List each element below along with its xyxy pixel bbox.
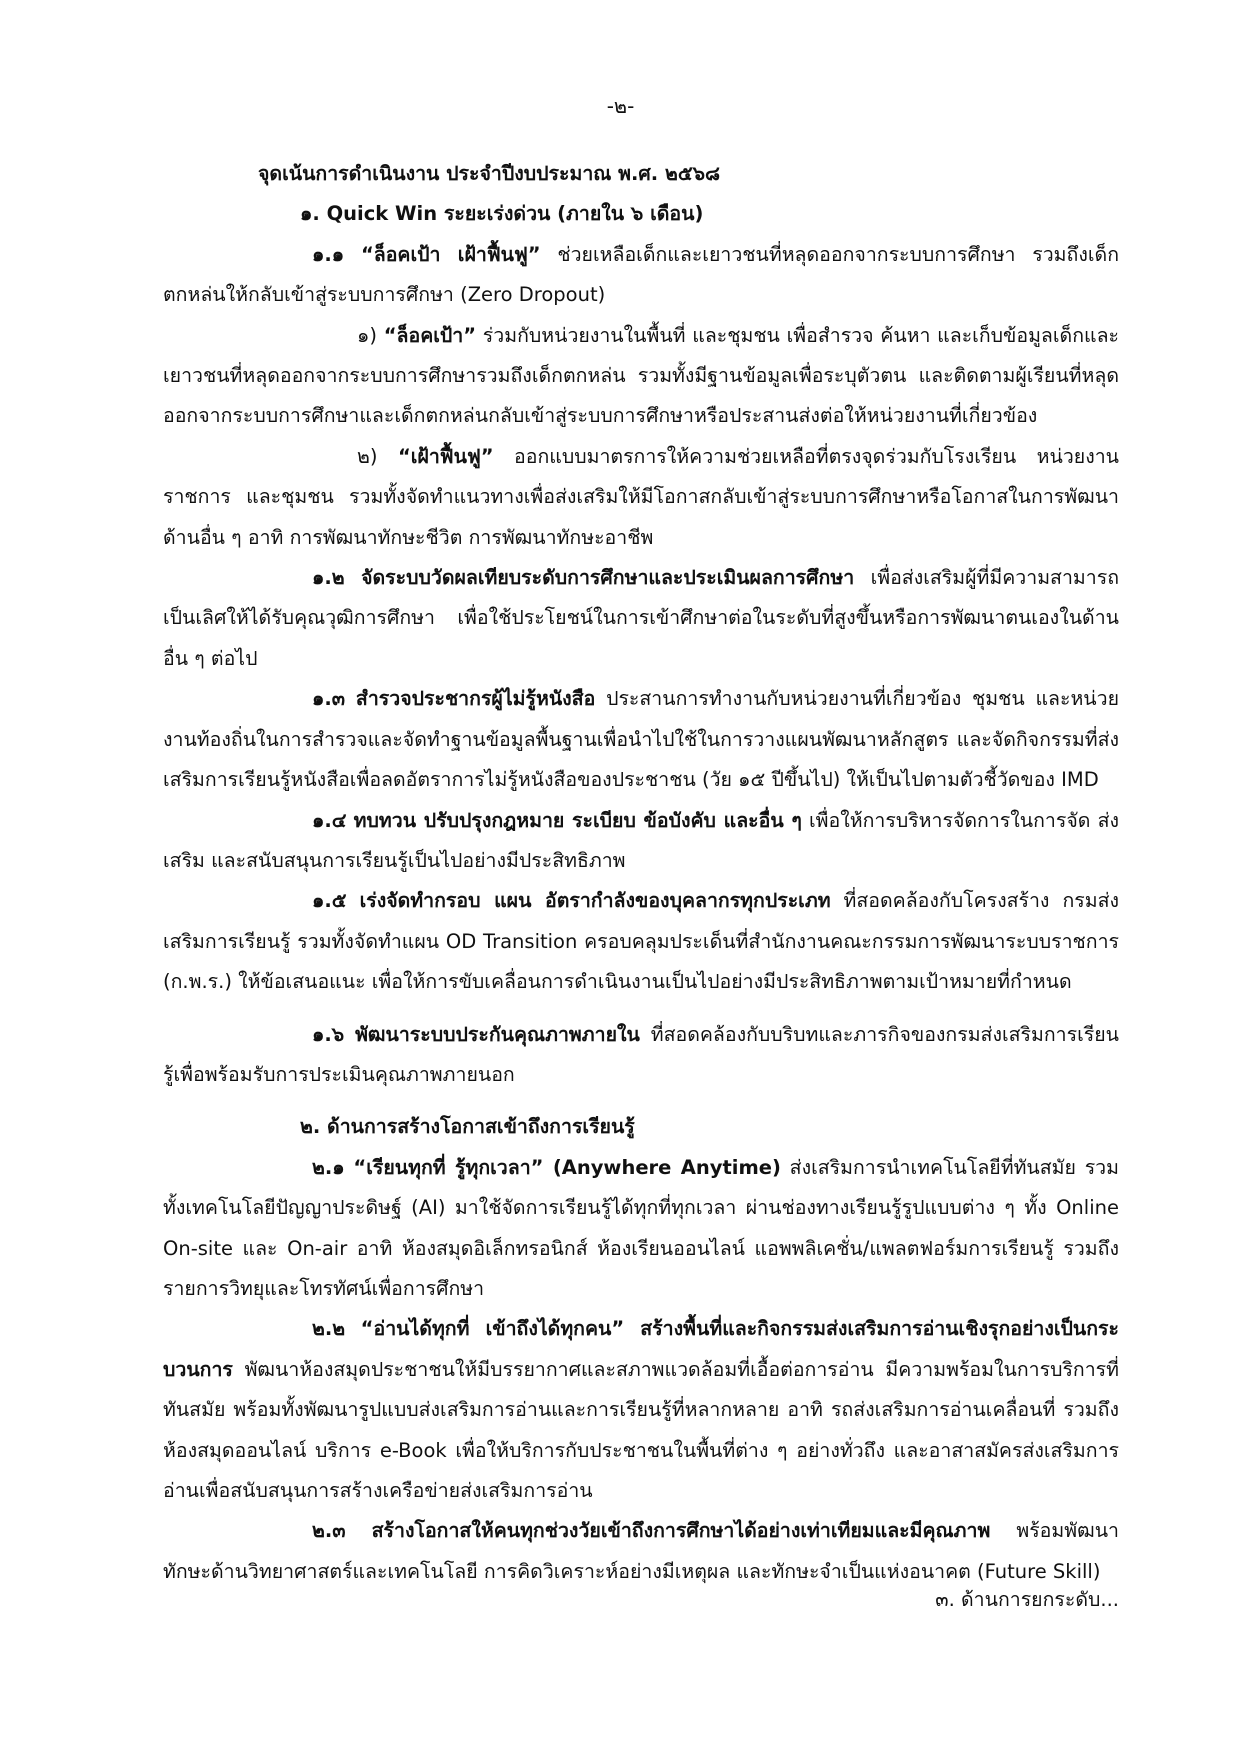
sub-1-title: “ล็อคเป้า” — [383, 323, 477, 347]
item-2-3-num: ๒.๓ — [312, 1519, 346, 1543]
item-1-4 — [163, 801, 1119, 882]
item-1-6-title: พัฒนาระบบประกันคุณภาพภายใน — [355, 1022, 640, 1046]
item-2-3-text: พร้อมพัฒนาทักษะด้านวิทยาศาสตร์และเทคโนโลยี การคิดวิเคราะห์อย่างมีเหตุผล และทักษะจำเป็นแห่งอนาคต (Future Skill) — [163, 1519, 1119, 1583]
item-2-1-text: ส่งเสริมการนำเทคโนโลยีที่ทันสมัย รวมทั้งเทคโนโลยีปัญญาประดิษฐ์ (AI) มาใช้จัดการเรียนรู้ได้ทุกที่ทุกเวลา ผ่านช่องทางเรียนรู้รูปแบบต่าง ๆ ทั้ง Online On-site และ On-air อาทิ ห้องสมุดอิเล็กทรอนิกส์ ห้องเรียนออนไลน์ แอพพลิเคชั่น/แพลตฟอร์มการเรียนรู้ รวมถึงรายการวิทยุและโทรทัศน์เพื่อการศึกษา — [163, 1155, 1119, 1300]
item-1-3-title: สำรวจประชากรผู้ไม่รู้หนังสือ — [355, 687, 596, 711]
item-1-1-sub-1 — [163, 316, 1119, 437]
item-2-2-num: ๒.๒ — [312, 1317, 346, 1341]
item-2-3 — [163, 1511, 1119, 1592]
item-1-5-num: ๑.๕ — [312, 889, 347, 913]
item-1-1-sub-2 — [163, 437, 1119, 558]
item-1-1-text: ช่วยเหลือเด็กและเยาวชนที่หลุดออกจากระบบการศึกษา รวมถึงเด็กตกหล่นให้กลับเข้าสู่ระบบการศึกษา (Zero Dropout) — [163, 242, 1119, 307]
sub-1-text: ร่วมกับหน่วยงานในพื้นที่ และชุมชน เพื่อสำรวจ ค้นหา และเก็บข้อมูลเด็กและเยาวชนที่หลุดออกจากระบบการศึกษารวมถึงเด็กตกหล่น รวมทั้งมีฐานข้อมูลเพื่อระบุตัวตน และติดตามผู้เรียนที่หลุดออกจากระบบการศึกษาและเด็กตกหล่นกลับเข้าสู่ระบบการศึกษาหรือประสานส่งต่อให้หน่วยงานที่เกี่ยวข้อง — [163, 323, 1119, 428]
item-1-4-text: เพื่อให้การบริหารจัดการในการจัด ส่งเสริม และสนับสนุนการเรียนรู้เป็นไปอย่างมีประสิทธิภาพ — [163, 808, 1119, 872]
sub-2-text: ออกแบบมาตรการให้ความช่วยเหลือที่ตรงจุดร่วมกับโรงเรียน หน่วยงานราชการ และชุมชน รวมทั้งจัดทำแนวทางเพื่อส่งเสริมให้มีโอกาสกลับเข้าสู่ระบบการศึกษาหรือโอกาสในการพัฒนาด้านอื่น ๆ อาทิ การพัฒนาทักษะชีวิต การพัฒนาทักษะอาชีพ — [163, 444, 1120, 549]
section-1-title: ๑. Quick Win ระยะเร่งด่วน (ภายใน ๖ เดือน) — [300, 202, 704, 226]
item-2-1-num: ๒.๑ — [312, 1155, 345, 1179]
sub-1-num: ๑) — [357, 323, 377, 347]
item-1-5-title: เร่งจัดทำกรอบ แผน อัตรากำลังของบุคลากรทุกประเภท — [359, 889, 831, 913]
item-1-1-title: “ล็อคเป้า เฝ้าฟื้นฟู” — [360, 242, 541, 266]
item-2-2-text: พัฒนาห้องสมุดประชาชนให้มีบรรยากาศและสภาพแวดล้อมที่เอื้อต่อการอ่าน มีความพร้อมในการบริการที่ทันสมัย พร้อมทั้งพัฒนารูปแบบส่งเสริมการอ่านและการเรียนรู้ที่หลากหลาย อาทิ รถส่งเสริมการอ่านเคลื่อนที่ รวมถึงห้องสมุดออนไลน์ บริการ e-Book เพื่อให้บริการกับประชาชนในพื้นที่ต่าง ๆ อย่างทั่วถึง และอาสาสมัครส่งเสริมการอ่านเพื่อสนับสนุนการสร้างเครือข่ายส่งเสริมการอ่าน — [163, 1357, 1119, 1502]
item-1-4-title: ทบทวน ปรับปรุงกฎหมาย ระเบียบ ข้อบังคับ และอื่น ๆ — [353, 808, 802, 832]
item-1-3-text: ประสานการทำงานกับหน่วยงานที่เกี่ยวข้อง ชุมชน และหน่วยงานท้องถิ่นในการสำรวจและจัดทำฐานข้อมูลพื้นฐานเพื่อนำไปใช้ในการวางแผนพัฒนาหลักสูตร และจัดกิจกรรมที่ส่งเสริมการเรียนรู้หนังสือเพื่อลดอัตราการไม่รู้หนังสือของประชาชน (วัย ๑๕ ปีขึ้นไป) ให้เป็นไปตามตัวชี้วัดของ IMD — [163, 687, 1120, 792]
item-1-3 — [163, 679, 1119, 800]
item-2-2 — [163, 1309, 1119, 1511]
item-2-3-title: สร้างโอกาสให้คนทุกช่วงวัยเข้าถึงการศึกษาได้อย่างเท่าเทียมและมีคุณภาพ — [371, 1519, 991, 1543]
page-number: -๒- — [606, 94, 635, 118]
continuation-note: ๓. ด้านการยกระดับ... — [935, 1588, 1119, 1611]
item-1-2-text: เพื่อส่งเสริมผู้ที่มีความสามารถเป็นเลิศให้ได้รับคุณวุฒิการศึกษา เพื่อใช้ประโยชน์ในการเข้าศึกษาต่อในระดับที่สูงขึ้นหรือการพัฒนาตนเองในด้านอื่น ๆ ต่อไป — [163, 566, 1119, 670]
item-2-2-title: “อ่านได้ทุกที่ เข้าถึงได้ทุกคน” สร้างพื้นที่และกิจกรรมส่งเสริมการอ่านเชิงรุกอย่างเป็นกระบวนการ — [163, 1317, 1119, 1381]
item-1-6-text: ที่สอดคล้องกับบริบทและภารกิจของกรมส่งเสริมการเรียนรู้เพื่อพร้อมรับการประเมินคุณภาพภายนอก — [163, 1022, 1120, 1086]
sub-2-title: “เฝ้าฟื้นฟู” — [397, 444, 494, 468]
item-1-3-num: ๑.๓ — [312, 687, 346, 711]
item-1-2-num: ๑.๒ — [312, 566, 345, 590]
item-1-5-text: ที่สอดคล้องกับโครงสร้าง กรมส่งเสริมการเรียนรู้ รวมทั้งจัดทำแผน OD Transition ครอบคลุมประเด็นที่สำนักงานคณะกรรมการพัฒนาระบบราชการ (ก.พ.ร.) ให้ข้อเสนอแนะ เพื่อให้การขับเคลื่อนการดำเนินงานเป็นไปอย่างมีประสิทธิภาพตามเป้าหมายที่กำหนด — [163, 889, 1120, 994]
item-1-5 — [163, 881, 1119, 1002]
document-body — [163, 154, 1119, 1592]
item-2-1-title: “เรียนทุกที่ รู้ทุกเวลา” (Anywhere Anytime) — [353, 1155, 781, 1179]
item-1-6 — [163, 1015, 1119, 1096]
item-1-6-num: ๑.๖ — [312, 1022, 345, 1046]
sub-2-num: ๒) — [357, 444, 378, 468]
document-heading: จุดเน้นการดำเนินงาน ประจำปีงบประมาณ พ.ศ. ๒๕๖๘ — [258, 162, 721, 185]
item-1-1-num: ๑.๑ — [312, 242, 345, 266]
item-1-1 — [163, 235, 1119, 316]
section-2-title: ๒. ด้านการสร้างโอกาสเข้าถึงการเรียนรู้ — [300, 1115, 635, 1139]
item-2-1 — [163, 1148, 1119, 1310]
item-1-4-num: ๑.๔ — [312, 808, 347, 832]
item-1-2 — [163, 558, 1119, 679]
item-1-2-title: จัดระบบวัดผลเทียบระดับการศึกษาและประเมินผลการศึกษา — [361, 566, 855, 590]
